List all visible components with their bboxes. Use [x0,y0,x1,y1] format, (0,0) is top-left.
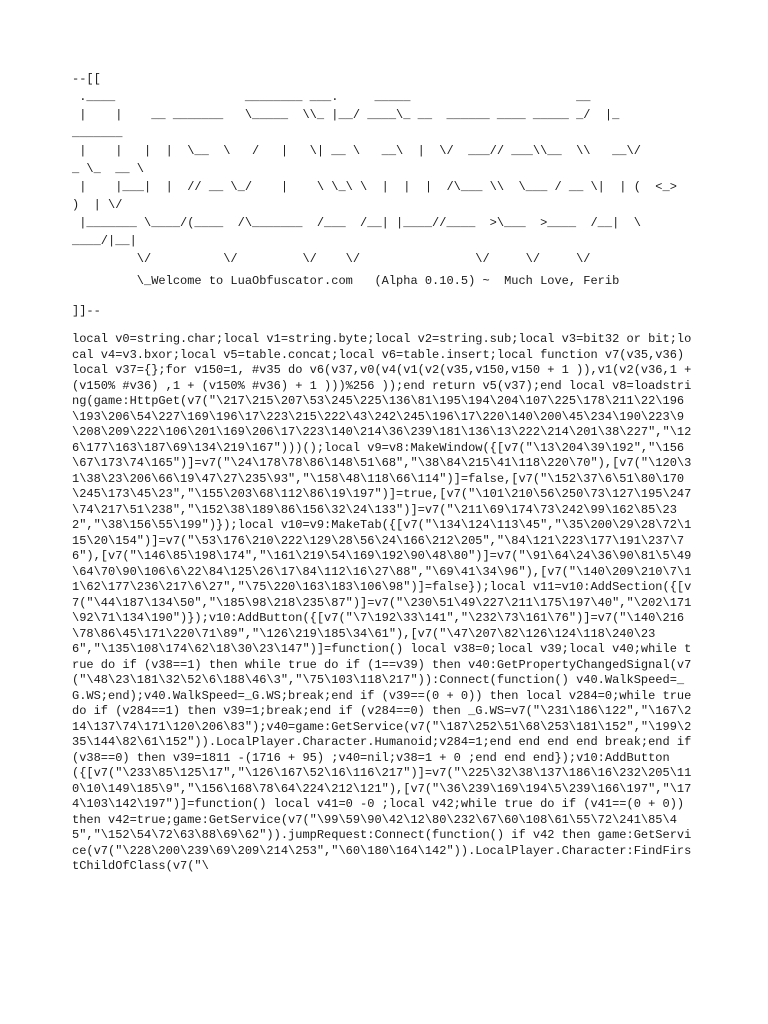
banner-line: .____ ________ ___. _____ __ [72,90,591,104]
welcome-line: \_Welcome to LuaObfuscator.com (Alpha 0.10.5) ~ Much Love, Ferib [72,274,620,288]
banner-line: | |___| | // __ \_/ | \ \_\ \ | | | /\___ \\ \___ / __ \| | ( <_> [72,180,677,194]
banner-line: --[[ [72,72,101,86]
banner-line: |_______ \____/(____ /\_______ /___ /__| |____//____ >\___ >____ /__| \ [72,216,641,230]
document-page [72,70,699,875]
ascii-banner-comment [72,70,696,268]
banner-line: ) | \/ [72,198,123,212]
banner-line: ____/|__| [72,234,137,248]
banner-line: _______ [72,126,130,140]
comment-close: ]]-- [72,304,101,318]
banner-line: _ \_ __ \ [72,162,145,176]
banner-line: | | | | \__ \ / | \| __ \ __\ | \/ ___// ___\\__ \\ __\/ [72,144,641,158]
banner-line: | | __ _______ \_____ \\_ |__/ ____\_ __ ______ ____ _____ _/ |_ [72,108,620,122]
obfuscated-code-block: local v0=string.char;local v1=string.byte;local v2=string.sub;local v3=bit32 or bit;local v4=v3.bxor;local v5=table.concat;local v6=table.insert;local function v7(v35,v36) local v37={};for v150=1, #v35 do v6(v37,v0(v4(v1(v2(v35,v150,v150 + 1 )),v1(v2(v36,1 + (v150% #v36) ,1 + (v150% #v36) + 1 )))%256 ));end return v5(v37);end local v8=loadstring(game:HttpGet(v7("\217\215\207\53\245\225\136\81\195\194\204\107\225\178\211\22\196\193\206\54\227\169\196\17\223\215\222\43\242\245\196\17\220\140\200\45\234\190\223\9\208\209\222\106\201\169\206\17\223\140\214\36\239\181\136\13\222\214\201\38\227","\126\177\163\187\69\134\219\167")))();local v9=v8:MakeWindow({[v7("\13\204\39\192","\156\67\173\74\165")]=v7("\24\178\78\86\148\51\68","\38\84\215\41\118\220\70"),[v7("\120\31\38\23\206\66\19\47\27\235\93","\158\48\118\66\114")]=false,[v7("\152\37\6\51\80\170\245\173\45\23","\155\203\68\112\86\19\197")]=true,[v7("\101\210\56\250\73\127\195\247\74\217\51\238","\152\38\189\86\156\32\24\133")]=v7("\211\69\174\73\242\99\162\85\232","\38\156\55\199")});local v10=v9:MakeTab({[v7("\134\124\113\45","\35\200\29\28\72\115\20\154")]=v7("\53\176\210\222\129\28\56\24\166\212\205","\84\121\223\177\191\237\76"),[v7("\146\85\198\174","\161\219\54\169\192\90\48\80")]=v7("\91\64\24\36\90\81\5\49\64\70\90\106\6\22\84\125\26\17\84\112\16\27\88","\69\41\34\96"),[v7("\140\209\210\7\11\62\177\236\217\6\27","\75\220\163\183\106\98")]=false});local v11=v10:AddSection({[v7("\44\187\134\50","\185\98\218\235\87")]=v7("\230\51\49\227\211\175\197\40","\202\171\92\71\134\190")});v10:AddButton({[v7("\7\192\33\141","\232\73\161\76")]=v7("\140\216\78\86\45\171\220\71\89","\126\219\185\34\61"),[v7("\47\207\82\126\124\118\240\236","\135\108\174\62\18\30\23\147")]=function() local v38=0;local v39;local v40;while true do if (v38==1) then while true do if (1==v39) then v40:GetPropertyChangedSignal(v7("\48\23\181\32\52\6\188\46\3","\75\103\118\217")):Connect(function() v40.WalkSpeed=_G.WS;end);v40.WalkSpeed=_G.WS;break;end if (v39==(0 + 0)) then local v284=0;while true do if (v284==1) then v39=1;break;end if (v284==0) then _G.WS=v7("\231\186\122","\167\214\137\74\171\120\206\83");v40=game:GetService(v7("\187\252\51\68\253\181\152","\199\235\144\82\61\152")).LocalPlayer.Character.Humanoid;v284=1;end end end end break;end if (v38==0) then v39=1811 -(1716 + 95) ;v40=nil;v38=1 + 0 ;end end end});v10:AddButton({[v7("\233\85\125\17","\126\167\52\16\116\217")]=v7("\225\32\38\137\186\16\232\205\110\10\149\185\9","\156\168\78\64\224\212\121"),[v7("\36\239\169\194\5\239\166\197","\174\103\142\197")]=function() local v41=0 -0 ;local v42;while true do if (v41==(0 + 0)) then v42=true;game:GetService(v7("\99\59\90\42\12\80\232\67\60\108\61\55\72\241\85\45","\152\54\72\63\88\69\62")).jumpRequest:Connect(function() if v42 then game:GetService(v7("\228\200\239\69\209\214\253","\60\180\164\142")).LocalPlayer.Character:FindFirstChildOfClass(v7("\ [72,332,699,873]
banner-line: \/ \/ \/ \/ \/ \/ \/ [72,252,591,266]
